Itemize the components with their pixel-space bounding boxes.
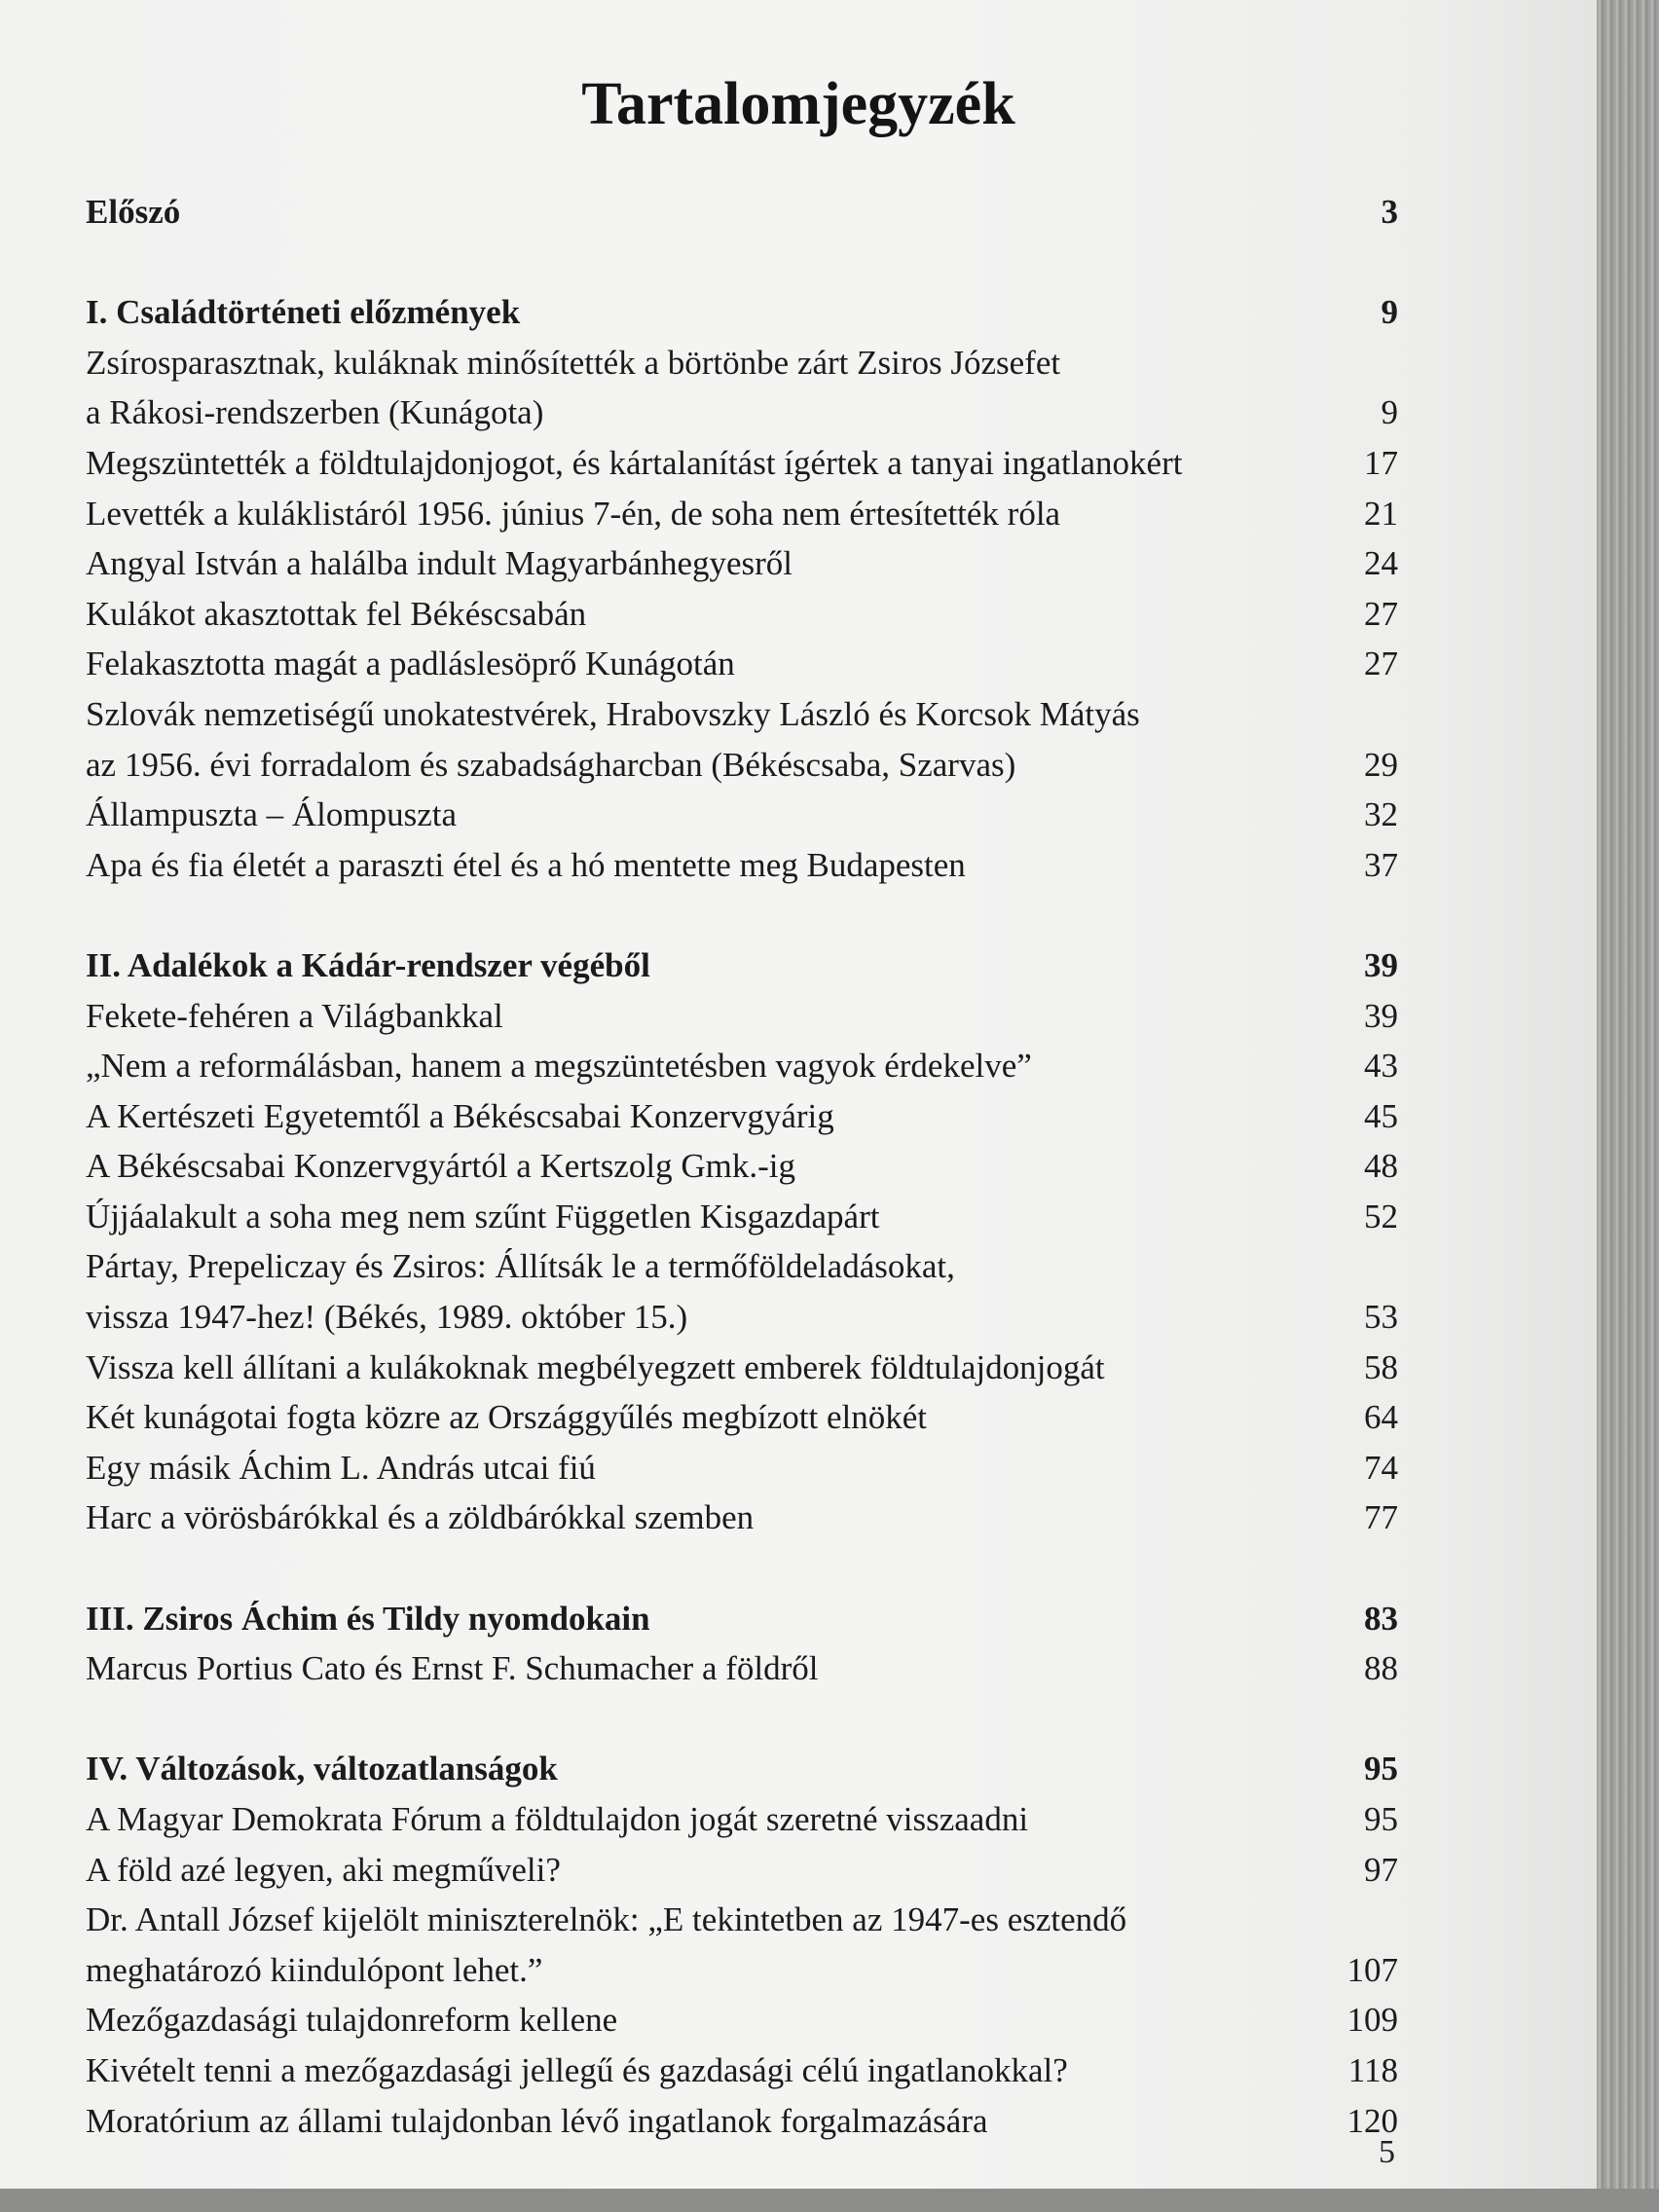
toc-entry	[86, 1241, 1398, 1292]
toc-entry-title: Marcus Portius Cato és Ernst F. Schumacher a földről	[86, 1649, 819, 1688]
toc-entry-title: Zsírosparasztnak, kuláknak minősítették a börtönbe zárt Zsiros Józsefet	[86, 343, 1061, 382]
toc-entry-page: 9	[1381, 393, 1398, 432]
toc-entry	[86, 2096, 1398, 2147]
toc-entry-title: Kulákot akasztottak fel Békéscsabán	[86, 594, 587, 633]
toc-entry	[86, 2046, 1398, 2096]
toc-entry	[86, 689, 1398, 740]
toc-entry	[86, 1041, 1398, 1091]
toc-entry-title: A föld azé legyen, aki megműveli?	[86, 1850, 561, 1889]
toc-entry	[86, 338, 1398, 388]
toc-entry	[86, 1995, 1398, 2046]
toc-section-heading	[86, 1744, 1398, 1794]
toc-entry-title: Apa és fia életét a paraszti étel és a hó mentette meg Budapesten	[86, 845, 966, 884]
toc-entry	[86, 1343, 1398, 1393]
toc-entry-title: Felakasztotta magát a padláslesöprő Kunágotán	[86, 645, 735, 683]
toc-entry	[86, 639, 1398, 689]
toc-entry-title: vissza 1947-hez! (Békés, 1989. október 15.)	[86, 1298, 688, 1337]
toc-entry	[86, 1443, 1398, 1493]
toc-entry-page: 29	[1364, 745, 1398, 784]
toc-entry-page: 77	[1364, 1498, 1398, 1537]
toc-entry-title: az 1956. évi forradalom és szabadságharcban (Békéscsaba, Szarvas)	[86, 745, 1016, 784]
toc-entry	[86, 790, 1398, 840]
toc-entry-title: meghatározó kiindulópont lehet.”	[86, 1950, 543, 1989]
toc-section-heading	[86, 287, 1398, 338]
toc-entry	[86, 1643, 1398, 1694]
toc-entry	[86, 589, 1398, 640]
toc-entry	[86, 991, 1398, 1042]
toc-entry-page: 27	[1364, 645, 1398, 683]
toc-entry-title: A Magyar Demokrata Fórum a földtulajdon jogát szeretné visszaadni	[86, 1800, 1029, 1838]
toc-entry-page: 74	[1364, 1448, 1398, 1487]
toc-entry-page: 109	[1346, 2001, 1398, 2040]
toc-entry-title: Mezőgazdasági tulajdonreform kellene	[86, 2001, 618, 2040]
toc-entry-title: Egy másik Áchim L. András utcai fiú	[86, 1448, 596, 1487]
toc-entry	[86, 1845, 1398, 1896]
toc-entry-page: 9	[1381, 293, 1398, 332]
toc-entry-title: Harc a vörösbárókkal és a zöldbárókkal szemben	[86, 1498, 755, 1537]
toc-entry	[86, 538, 1398, 589]
toc-entry-page: 37	[1364, 845, 1398, 884]
page-title: Tartalomjegyzék	[581, 71, 1015, 137]
toc-entry-page: 45	[1364, 1096, 1398, 1135]
toc-entry-title: I. Családtörténeti előzmények	[86, 293, 521, 332]
toc-entry-page: 21	[1364, 494, 1398, 533]
toc-entry-page: 24	[1364, 544, 1398, 583]
toc-entry-page: 3	[1381, 193, 1398, 231]
toc-entry-title: A Kertészeti Egyetemtől a Békéscsabai Konzervgyárig	[86, 1096, 834, 1135]
toc-entry-title: Állampuszta – Álompuszta	[86, 795, 458, 834]
toc-entry	[86, 387, 1398, 438]
toc-entry	[86, 1493, 1398, 1543]
table-of-contents	[86, 187, 1398, 2146]
toc-section-heading	[86, 1594, 1398, 1644]
toc-entry-page: 43	[1364, 1047, 1398, 1086]
toc-entry-title: Kivételt tenni a mezőgazdasági jellegű és gazdasági célú ingatlanokkal?	[86, 2050, 1068, 2089]
toc-entry-page: 83	[1364, 1599, 1398, 1638]
toc-entry-title: Újjáalakult a soha meg nem szűnt Független Kisgazdapárt	[86, 1197, 880, 1235]
toc-entry	[86, 840, 1398, 891]
toc-entry-page: 95	[1364, 1800, 1398, 1838]
toc-entry	[86, 1192, 1398, 1242]
toc-entry-title: Moratórium az állami tulajdonban lévő ingatlanok forgalmazására	[86, 2101, 988, 2140]
toc-entry-title: Előszó	[86, 193, 181, 231]
toc-entry	[86, 1292, 1398, 1343]
toc-entry-title: Megszüntették a földtulajdonjogot, és kártalanítást ígértek a tanyai ingatlanokért	[86, 443, 1183, 482]
toc-entry-page: 64	[1364, 1398, 1398, 1437]
toc-entry-title: Dr. Antall József kijelölt miniszterelnök: „E tekintetben az 1947-es esztendő	[86, 1900, 1127, 1939]
toc-entry-page: 107	[1346, 1950, 1398, 1989]
toc-entry-page: 88	[1364, 1649, 1398, 1688]
toc-entry	[86, 1392, 1398, 1443]
toc-entry-title: Angyal István a halálba indult Magyarbánhegyesről	[86, 544, 793, 583]
toc-entry-page: 120	[1346, 2101, 1398, 2140]
toc-entry-title: IV. Változások, változatlanságok	[86, 1750, 558, 1788]
toc-entry-page: 95	[1364, 1750, 1398, 1788]
toc-entry-title: Fekete-fehéren a Világbankkal	[86, 996, 503, 1035]
toc-entry	[86, 740, 1398, 791]
toc-entry	[86, 1141, 1398, 1192]
bottom-edge-strip	[0, 2189, 1659, 2212]
toc-entry-title: „Nem a reformálásban, hanem a megszüntetésben vagyok érdekelve”	[86, 1047, 1032, 1086]
toc-entry-page: 39	[1364, 945, 1398, 984]
toc-entry	[86, 489, 1398, 539]
toc-entry	[86, 1895, 1398, 1945]
toc-entry-page: 53	[1364, 1298, 1398, 1337]
toc-entry-page: 58	[1364, 1347, 1398, 1386]
toc-entry-title: A Békéscsabai Konzervgyártól a Kertszolg Gmk.-ig	[86, 1147, 795, 1186]
toc-entry-title: a Rákosi-rendszerben (Kunágota)	[86, 393, 544, 432]
toc-entry-page: 32	[1364, 795, 1398, 834]
toc-section-heading	[86, 187, 1398, 238]
toc-entry-page: 97	[1364, 1850, 1398, 1889]
toc-entry-title: Levették a kuláklistáról 1956. június 7-én, de soha nem értesítették róla	[86, 494, 1061, 533]
toc-entry-title: Szlovák nemzetiségű unokatestvérek, Hrabovszky László és Korcsok Mátyás	[86, 694, 1140, 733]
toc-entry-page: 118	[1347, 2050, 1398, 2089]
toc-entry-title: Pártay, Prepeliczay és Zsiros: Állítsák le a termőföldeladásokat,	[86, 1247, 955, 1286]
book-spine-edge	[1597, 0, 1659, 2212]
toc-entry-page: 27	[1364, 594, 1398, 633]
toc-entry-title: Két kunágotai fogta közre az Országgyűlés megbízott elnökét	[86, 1398, 927, 1437]
toc-entry-page: 48	[1364, 1147, 1398, 1186]
toc-entry-title: Vissza kell állítani a kulákoknak megbélyegzett emberek földtulajdonjogát	[86, 1347, 1105, 1386]
page-number: 5	[1379, 2134, 1395, 2170]
toc-entry	[86, 1945, 1398, 1996]
toc-entry	[86, 438, 1398, 489]
toc-entry-page: 52	[1364, 1197, 1398, 1235]
toc-section-heading	[86, 940, 1398, 991]
toc-entry	[86, 1794, 1398, 1845]
toc-entry-title: II. Adalékok a Kádár-rendszer végéből	[86, 945, 650, 984]
toc-entry-page: 17	[1364, 443, 1398, 482]
toc-entry-page: 39	[1364, 996, 1398, 1035]
toc-entry-title: III. Zsiros Áchim és Tildy nyomdokain	[86, 1599, 650, 1638]
toc-entry	[86, 1091, 1398, 1142]
